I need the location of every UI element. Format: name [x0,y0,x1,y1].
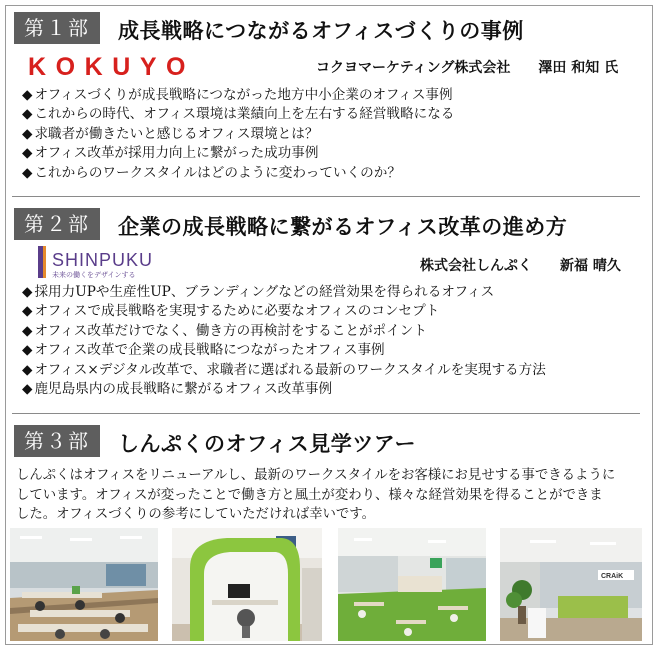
paragraph-line: した。オフィスづくりの参考にしていただければ幸いです。 [16,507,375,522]
list-item: ◆ 採用力UPや生産性UP、ブランディングなどの経営効果を得られるオフィス [22,283,546,302]
photo-sign-text: CRAiK [601,573,624,580]
list-item: ◆ オフィス改革だけでなく、働き方の再検討をすることがポイント [22,322,546,341]
kokuyo-logo-text: KOKUYO [28,53,186,79]
section2-bullet-list [22,283,546,399]
shinpuku-logo [38,244,208,282]
kokuyo-logo [28,53,188,79]
shinpuku-logo-text: SHINPUKU [52,250,154,270]
section2-tag: 第２部 [14,208,100,240]
paragraph-line: しています。オフィスが変ったことで働き方と風土が変わり、様々な経営効果を得ることができま [16,487,603,503]
list-item: ◆ オフィスづくりが成長戦略につながった地方中小企業のオフィス事例 [22,86,454,105]
section3-title: しんぷくのオフィス見学ツアー [118,431,417,456]
paragraph-line: しんぷくはオフィスをリニューアルし、最新のワークスタイルをお客様にお見せする事できるように [16,468,616,483]
list-item: ◆ オフィス改革が採用力向上に繋がった成功事例 [22,144,454,163]
office-photo-green-booth [172,528,322,641]
office-photo-open-desks [10,528,158,641]
list-item: ◆ これからの時代、オフィス環境は業績向上を左右する経営戦略になる [22,105,454,124]
section1-company: コクヨマーケティング株式会社 澤田 和知 氏 [316,60,619,76]
section3-paragraph [16,466,642,525]
list-item: ◆ オフィス改革で企業の成長戦略につながったオフィス事例 [22,341,546,360]
section-divider [12,413,640,414]
section1-tag: 第１部 [14,12,100,44]
list-item: ◆ 鹿児島県内の成長戦略に繋がるオフィス改革事例 [22,380,546,399]
section1-bullet-list [22,86,454,183]
section2-company: 株式会社しんぷく 新福 晴久 [420,258,621,274]
list-item: ◆ オフィス×デジタル改革で、求職者に選ばれる最新のワークスタイルを実現する方法 [22,361,546,380]
section-divider [12,196,640,197]
list-item: ◆ オフィスで成長戦略を実現するために必要なオフィスのコンセプト [22,302,546,321]
office-photo-reception [500,528,642,641]
section1-title: 成長戦略につながるオフィスづくりの事例 [118,18,524,43]
office-photo-green-carpet [338,528,486,641]
list-item: ◆ これからのワークスタイルはどのように変わっていくのか？ [22,164,454,183]
shinpuku-logo-subtext: 未来の働くをデザインする [52,271,136,279]
section2-title: 企業の成長戦略に繋がるオフィス改革の進め方 [118,214,568,239]
list-item: ◆ 求職者が働きたいと感じるオフィス環境とは？ [22,125,454,144]
section3-tag: 第３部 [14,425,100,457]
